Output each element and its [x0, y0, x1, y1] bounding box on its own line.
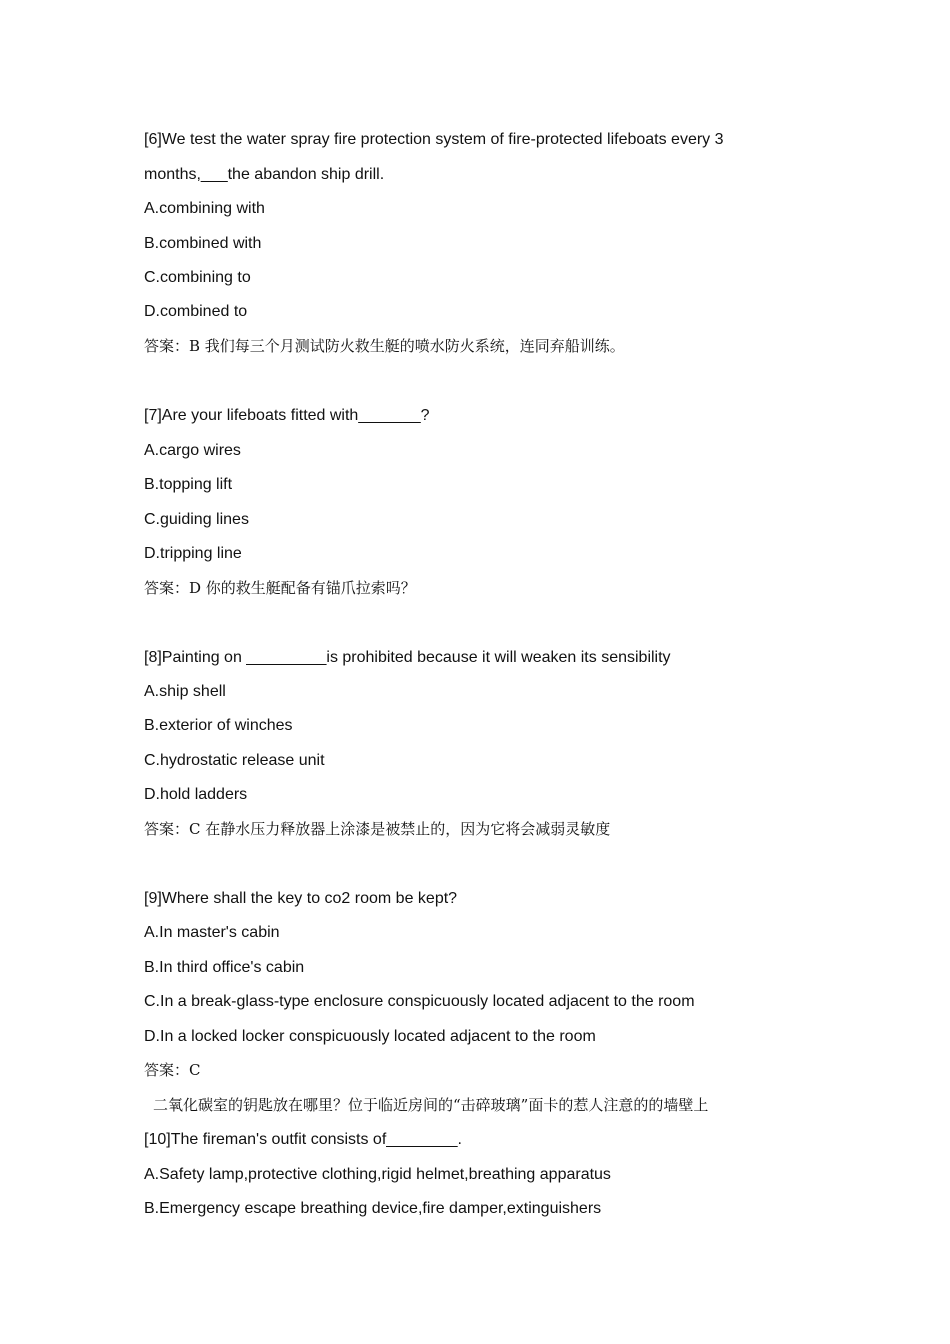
- question-6-answer: 答案：B 我们每三个月测试防火救生艇的喷水防火系统，连同弃船训练。: [144, 337, 625, 355]
- question-7-option-c: C.guiding lines: [144, 511, 249, 528]
- question-10-option-b: B.Emergency escape breathing device,fire damper,extinguishers: [144, 1200, 602, 1217]
- question-6-option-d: D.combined to: [144, 303, 248, 320]
- question-9-answer: 答案：C: [144, 1061, 201, 1079]
- question-9-option-c: C.In a break-glass-type enclosure conspicuously located adjacent to the room: [144, 993, 695, 1010]
- question-7-stem: [7]Are your lifeboats fitted with_______?: [144, 407, 430, 424]
- question-6-stem-line-1: [6]We test the water spray fire protection system of fire-protected lifeboats every 3: [144, 131, 724, 148]
- question-8-option-c: C.hydrostatic release unit: [144, 752, 325, 769]
- question-8-stem: [8]Painting on _________is prohibited because it will weaken its sensibility: [144, 649, 671, 666]
- question-6-option-b: B.combined with: [144, 235, 262, 252]
- question-10-stem: [10]The fireman's outfit consists of________.: [144, 1131, 462, 1148]
- question-7-option-b: B.topping lift: [144, 476, 233, 493]
- question-10-option-a: A.Safety lamp,protective clothing,rigid helmet,breathing apparatus: [144, 1166, 611, 1183]
- question-8-option-a: A.ship shell: [144, 683, 226, 700]
- question-9-stem: [9]Where shall the key to co2 room be kept?: [144, 890, 458, 907]
- question-6-option-c: C.combining to: [144, 269, 251, 286]
- question-8-option-b: B.exterior of winches: [144, 717, 293, 734]
- question-7-option-a: A.cargo wires: [144, 442, 241, 459]
- question-9-explanation: 二氧化碳室的钥匙放在哪里？位于临近房间的“击碎玻璃”面卡的惹人注意的的墙壁上: [153, 1096, 709, 1114]
- question-8-option-d: D.hold ladders: [144, 786, 248, 803]
- question-9-option-b: B.In third office's cabin: [144, 959, 305, 976]
- question-8-answer: 答案：C 在静水压力释放器上涂漆是被禁止的，因为它将会减弱灵敏度: [144, 820, 611, 838]
- question-7-option-d: D.tripping line: [144, 545, 242, 562]
- question-9-option-a: A.In master's cabin: [144, 924, 280, 941]
- question-6-stem-line-2: months,___the abandon ship drill.: [144, 166, 385, 183]
- question-6-option-a: A.combining with: [144, 200, 265, 217]
- question-9-option-d: D.In a locked locker conspicuously located adjacent to the room: [144, 1028, 596, 1045]
- question-7-answer: 答案：D 你的救生艇配备有锚爪拉索吗？: [144, 579, 416, 597]
